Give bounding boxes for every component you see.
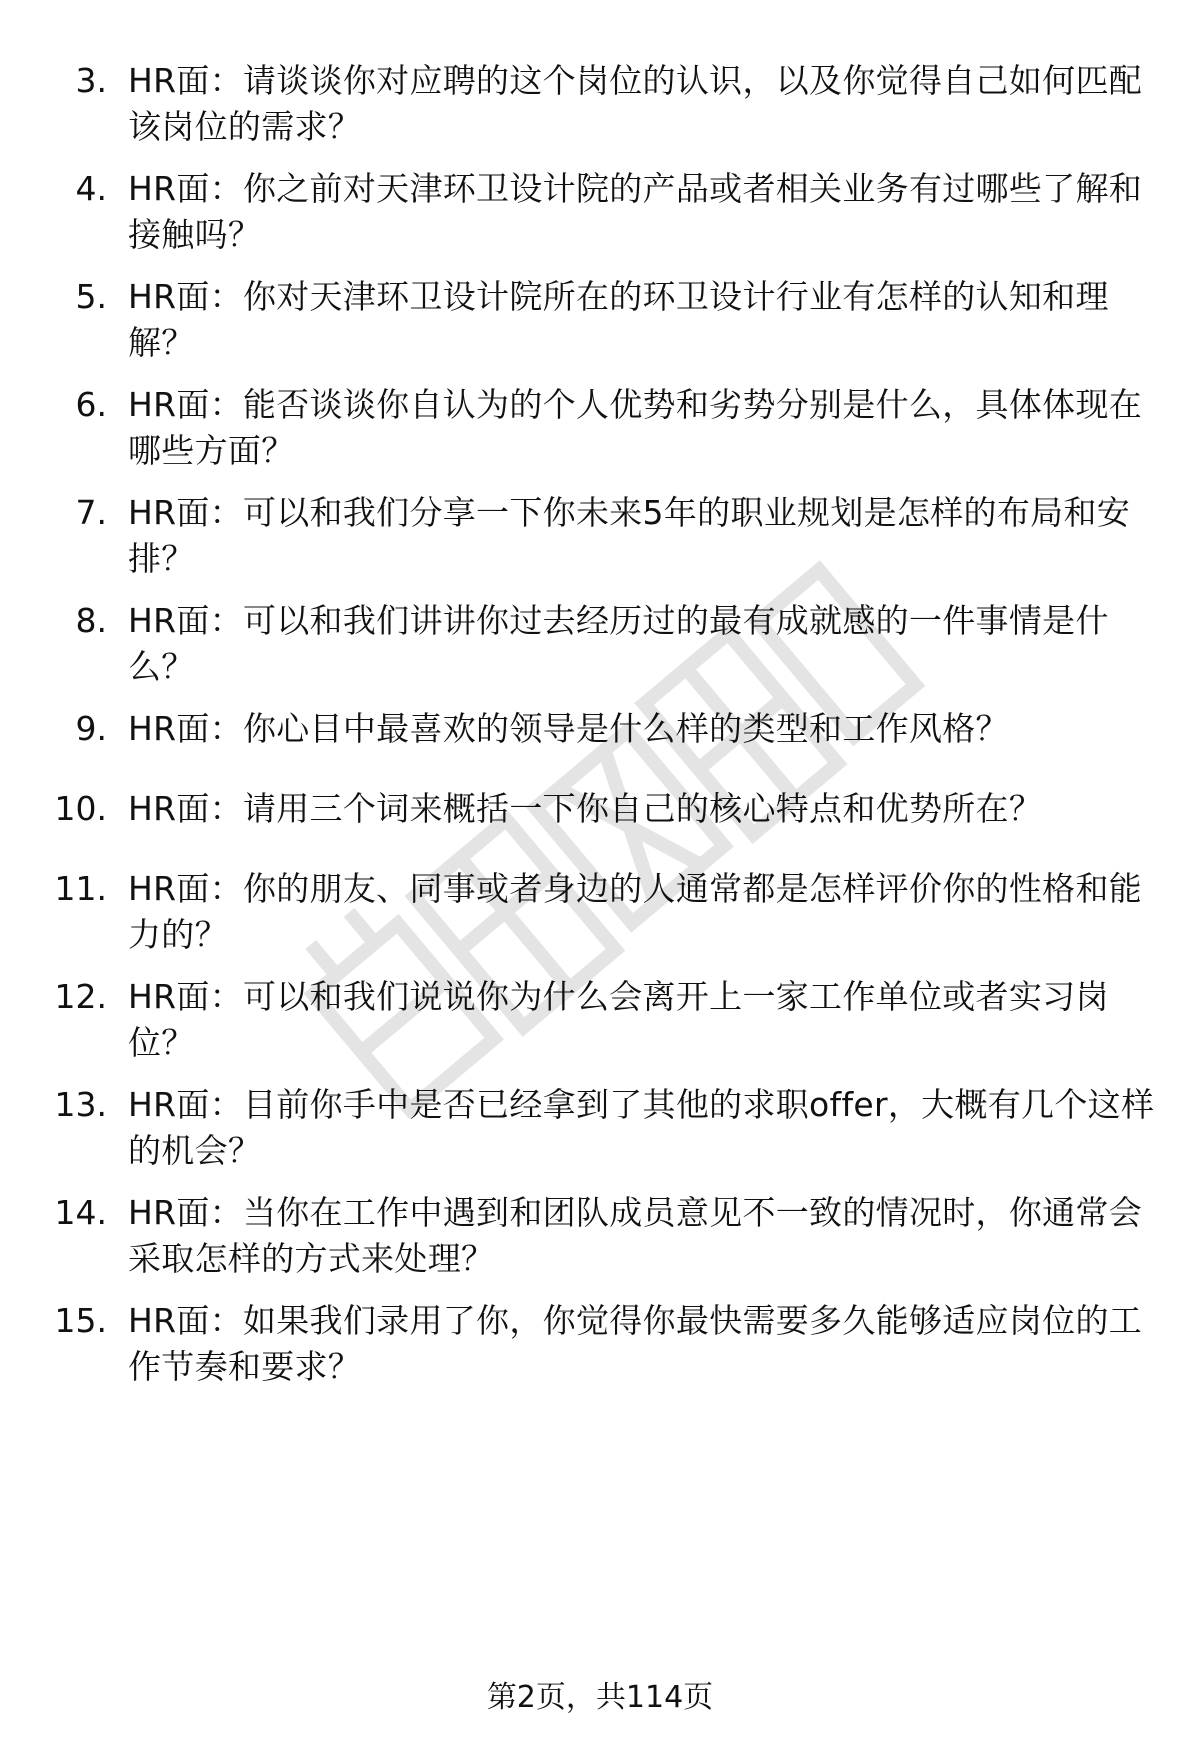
item-number: 3. — [75, 61, 107, 100]
item-text: HR面：你对天津环卫设计院所在的环卫设计行业有怎样的认知和理解？ — [128, 277, 1109, 362]
item-number: 13. — [54, 1085, 107, 1124]
list-item — [0, 706, 1200, 786]
list-item — [0, 166, 1200, 274]
list-item — [0, 974, 1200, 1082]
item-text: HR面：目前你手中是否已经拿到了其他的求职offer，大概有几个这样的机会？ — [128, 1085, 1155, 1170]
list-item — [0, 274, 1200, 382]
list-item — [0, 786, 1200, 866]
item-text: HR面：当你在工作中遇到和团队成员意见不一致的情况时，你通常会采取怎样的方式来处理？ — [128, 1193, 1143, 1278]
item-text: HR面：请谈谈你对应聘的这个岗位的认识，以及你觉得自己如何匹配该岗位的需求？ — [128, 61, 1143, 146]
item-text: HR面：可以和我们讲讲你过去经历过的最有成就感的一件事情是什么？ — [128, 601, 1109, 686]
item-text: HR面：你的朋友、同事或者身边的人通常都是怎样评价你的性格和能力的？ — [128, 869, 1143, 954]
list-item — [0, 1298, 1200, 1406]
list-item — [0, 598, 1200, 706]
item-text: HR面：你之前对天津环卫设计院的产品或者相关业务有过哪些了解和接触吗？ — [128, 169, 1143, 254]
question-list — [0, 58, 1200, 1406]
item-text: HR面：可以和我们说说你为什么会离开上一家工作单位或者实习岗位？ — [128, 977, 1109, 1062]
item-number: 7. — [75, 493, 107, 532]
list-item — [0, 490, 1200, 598]
item-number: 12. — [54, 977, 107, 1016]
item-number: 15. — [54, 1301, 107, 1340]
item-number: 4. — [75, 169, 107, 208]
item-text: HR面：你心目中最喜欢的领导是什么样的类型和工作风格？ — [128, 709, 1009, 748]
item-number: 5. — [75, 277, 107, 316]
list-item — [0, 382, 1200, 490]
item-text: HR面：如果我们录用了你，你觉得你最快需要多久能够适应岗位的工作节奏和要求？ — [128, 1301, 1143, 1386]
item-number: 9. — [75, 709, 107, 748]
list-item — [0, 1190, 1200, 1298]
list-item — [0, 1082, 1200, 1190]
item-text: HR面：请用三个词来概括一下你自己的核心特点和优势所在？ — [128, 789, 1043, 828]
item-text: HR面：可以和我们分享一下你未来5年的职业规划是怎样的布局和安排？ — [128, 493, 1131, 578]
item-number: 10. — [54, 789, 107, 828]
list-item — [0, 58, 1200, 166]
item-number: 6. — [75, 385, 107, 424]
page-number-footer: 第2页，共114页 — [486, 1680, 714, 1715]
list-item — [0, 866, 1200, 974]
item-text: HR面：能否谈谈你自认为的个人优势和劣势分别是什么，具体体现在哪些方面？ — [128, 385, 1143, 470]
item-number: 14. — [54, 1193, 107, 1232]
item-number: 8. — [75, 601, 107, 640]
item-number: 11. — [54, 869, 107, 908]
